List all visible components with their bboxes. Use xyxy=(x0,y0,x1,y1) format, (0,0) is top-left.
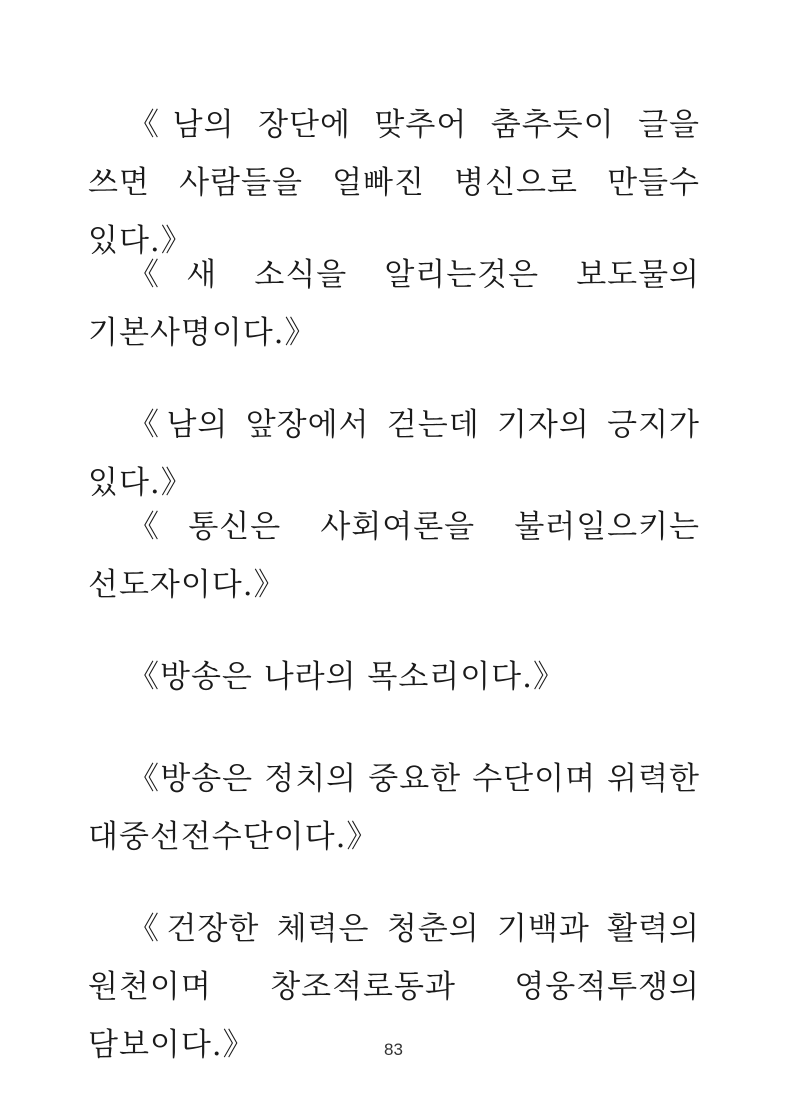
quote-paragraph-6: 《방송은 정치의 중요한 수단이며 위력한 대중선전수단이다.》 xyxy=(88,761,700,855)
quote-paragraph-4: 《통신은 사회여론을 불러일으키는 선도자이다.》 xyxy=(88,509,700,603)
quote-paragraph-5: 《방송은 나라의 목소리이다.》 xyxy=(128,659,565,695)
quote-paragraph-7: 《건장한 체력은 청춘의 기백과 활력의 원천이며 창조적로동과 영웅적투쟁의 담보이다.》 xyxy=(88,911,700,1063)
quote-paragraph-3: 《남의 앞장에서 걷는데 기자의 긍지가 있다.》 xyxy=(88,407,700,501)
quote-paragraph-1: 《남의 장단에 맞추어 춤추듯이 글을 쓰면 사람들을 얼빠진 병신으로 만들수 있다.》 xyxy=(88,107,700,259)
quote-paragraph-2: 《새 소식을 알리는것은 보도물의 기본사명이다.》 xyxy=(88,257,700,351)
page-number: 83 xyxy=(384,1040,403,1059)
